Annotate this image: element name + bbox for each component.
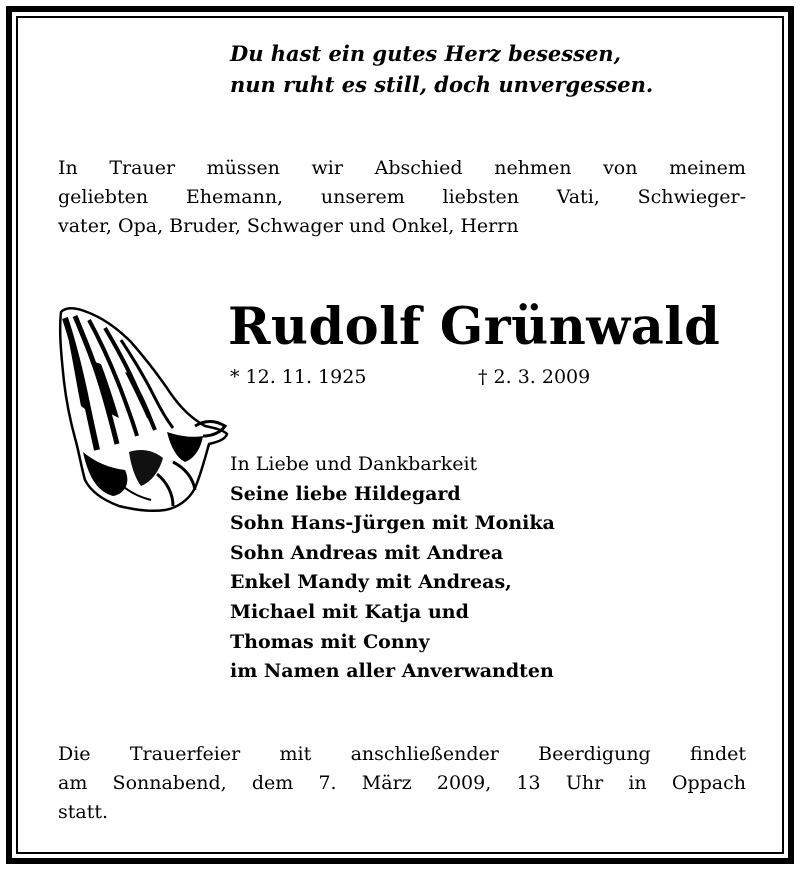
word: 7. <box>318 772 337 794</box>
word: Vati, <box>556 186 600 208</box>
word: Schwieger- <box>637 186 746 208</box>
word: Ehemann, <box>185 186 284 208</box>
mourner-line: Enkel Mandy mit Andreas, <box>230 571 512 594</box>
mourner-line: Michael mit Katja und <box>230 600 469 623</box>
word: 13 <box>516 772 541 794</box>
mourners-list <box>230 450 750 687</box>
intro-line: vater, Opa, Bruder, Schwager und Onkel, Herrn <box>58 215 519 237</box>
word: Die <box>58 743 91 765</box>
funeral-notice <box>58 740 746 827</box>
word: Beerdigung <box>538 743 651 765</box>
word: In <box>58 157 78 179</box>
intro-line <box>58 183 746 212</box>
word: mit <box>279 743 312 765</box>
word: Oppach <box>671 772 746 794</box>
word: Trauerfeier <box>129 743 241 765</box>
motto-line: nun ruht es still, doch unvergessen. <box>230 72 654 97</box>
intro-line <box>58 154 746 183</box>
mourners-intro: In Liebe und Dankbarkeit <box>230 453 478 475</box>
word: anschließender <box>350 743 499 765</box>
word: Uhr <box>565 772 604 794</box>
word: Sonnabend, <box>112 772 227 794</box>
funeral-line <box>58 740 746 769</box>
word: am <box>58 772 88 794</box>
birth-date: * 12. 11. 1925 <box>230 366 367 388</box>
mourner-line: Sohn Andreas mit Andrea <box>230 541 504 564</box>
word: Abschied <box>374 157 463 179</box>
mourner-line: Sohn Hans-Jürgen mit Monika <box>230 512 555 535</box>
funeral-line <box>58 769 746 798</box>
mourner-line: Seine liebe Hildegard <box>230 482 461 505</box>
mourner-line: Thomas mit Conny <box>230 630 430 653</box>
word: 2009, <box>436 772 492 794</box>
word: März <box>361 772 412 794</box>
word: liebsten <box>442 186 519 208</box>
word: findet <box>690 743 746 765</box>
mourner-line: im Namen aller Anverwandten <box>230 660 554 683</box>
word: müssen <box>206 157 280 179</box>
word: Trauer <box>109 157 176 179</box>
word: von <box>603 157 638 179</box>
word: meinem <box>669 157 746 179</box>
funeral-line: statt. <box>58 801 109 823</box>
memorial-motto <box>230 38 750 100</box>
word: unserem <box>320 186 405 208</box>
praying-hands-icon <box>55 302 231 514</box>
motto-line: Du hast ein gutes Herz besessen, <box>230 41 621 66</box>
intro-paragraph <box>58 154 746 241</box>
word: nehmen <box>494 157 572 179</box>
death-date: † 2. 3. 2009 <box>478 366 591 388</box>
deceased-name: Rudolf Grünwald <box>228 297 721 357</box>
word: wir <box>311 157 343 179</box>
word: in <box>628 772 647 794</box>
word: dem <box>251 772 294 794</box>
word: geliebten <box>58 186 149 208</box>
